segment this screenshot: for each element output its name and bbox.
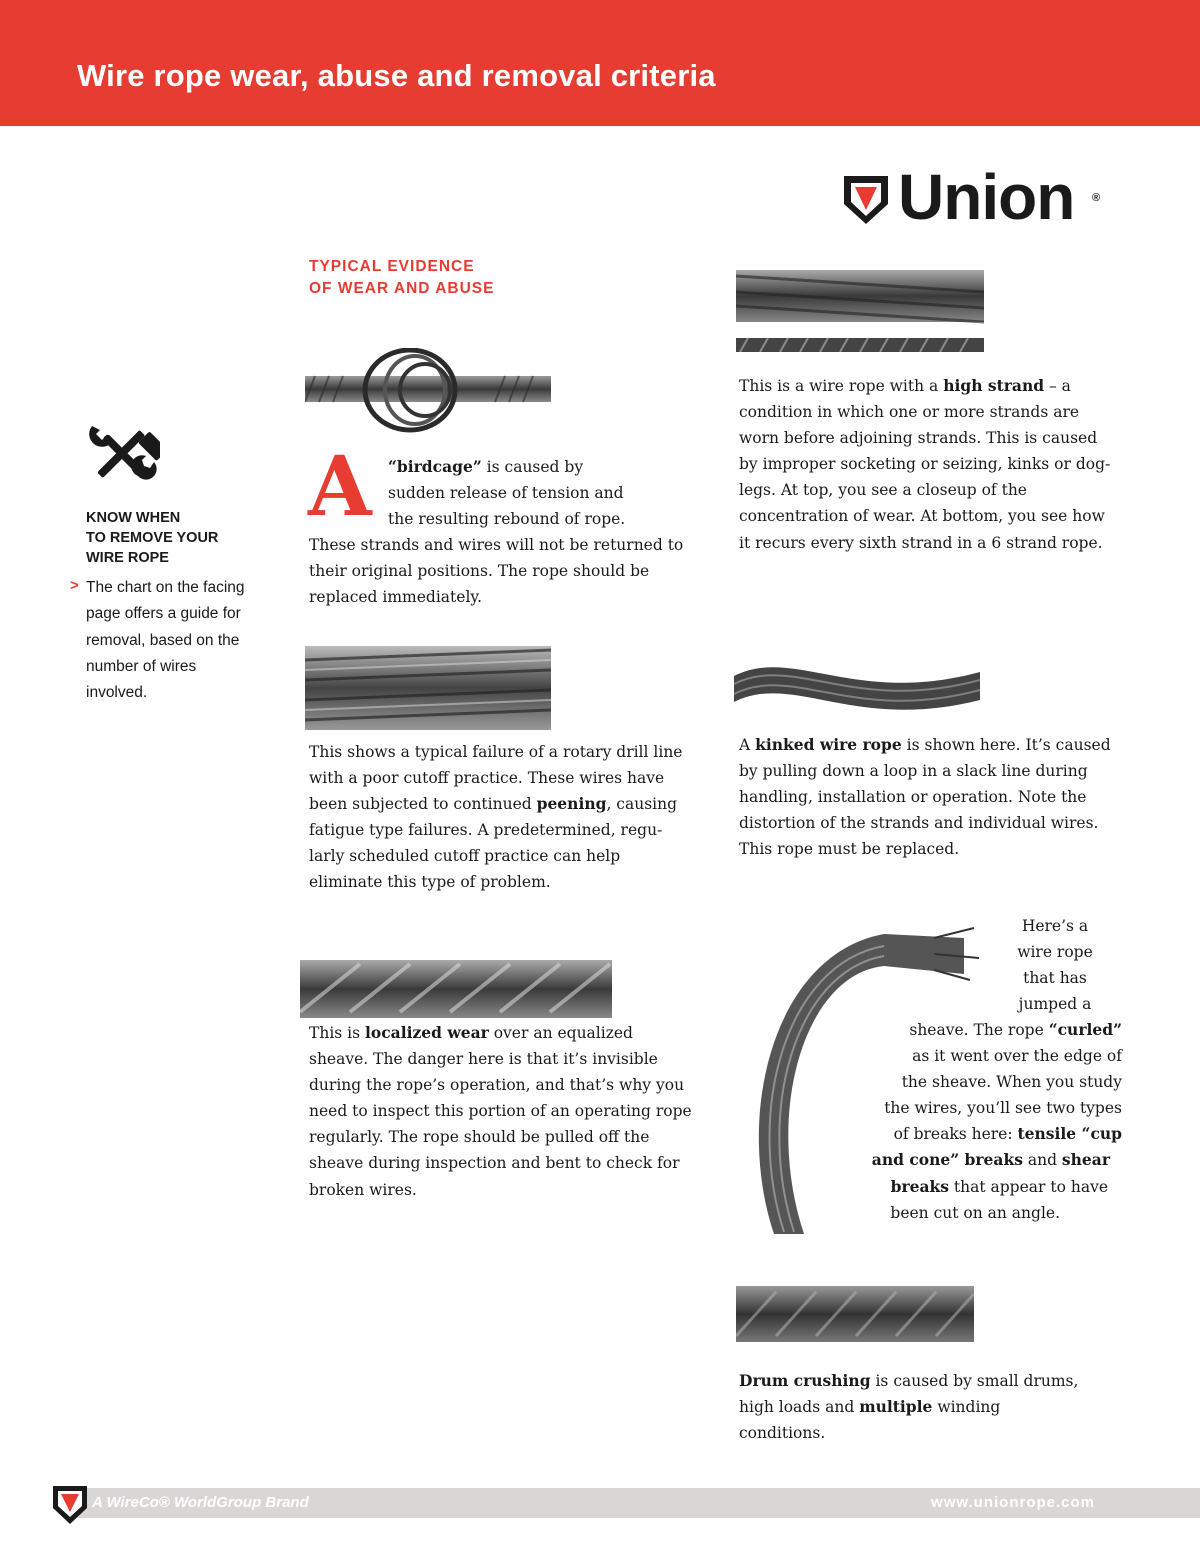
localized-wear-term: localized wear — [365, 1023, 489, 1042]
high-strand-term: high strand — [943, 376, 1045, 395]
drop-cap: A — [308, 439, 372, 535]
kinked-term: kinked wire rope — [755, 735, 902, 754]
footer-website-link[interactable]: www.unionrope.com — [931, 1494, 1095, 1511]
birdcage-line1-rest: is caused by — [481, 458, 584, 476]
sidebar-arrow: > — [70, 577, 79, 594]
birdcage-rope-image — [305, 348, 551, 438]
sheave-jump-lines-bottom: sheave. The rope “curled” as it went over the edge of the sheave. When you study the wires, you’ll see two types of breaks here: tensile “cup and cone” breaks and shear breaks that appear to have been cut on an angle. — [871, 1020, 1122, 1222]
sidebar-heading-line3: WIRE ROPE — [86, 550, 169, 566]
peening-term: peening — [536, 794, 607, 814]
drill-line-rope-image — [305, 640, 551, 736]
sheave-jump-lines-top: Here’s a wire rope that has jumped a — [1017, 917, 1093, 1014]
section-heading — [309, 256, 495, 300]
shear-term: shear — [1061, 1150, 1110, 1170]
high-strand-closeup-image — [736, 266, 984, 326]
birdcage-line2: sudden release of tension and — [388, 484, 624, 503]
drum-crushing-term: Drum crushing — [739, 1371, 871, 1390]
birdcage-line3: the resulting rebound of rope. — [388, 510, 626, 529]
high-strand-full-rope-image — [736, 336, 984, 354]
brand-registered-mark: ® — [1092, 192, 1101, 204]
drum-crushing-paragraph: Drum crushing is caused by small drums, high loads and multiple winding conditions. — [739, 1371, 1079, 1443]
drum-crushing-rope-image — [736, 1282, 974, 1346]
brand-name: Union — [898, 161, 1075, 233]
birdcage-paragraph: These strands and wires will not be returned to their original positions. The rope should be replaced immediately. — [309, 536, 684, 607]
header-bar — [0, 0, 1200, 126]
page-title: Wire rope wear, abuse and removal criteria — [77, 58, 716, 93]
sidebar-heading — [86, 508, 256, 568]
sidebar-heading-line2: TO REMOVE YOUR — [86, 530, 219, 546]
curled-term: “curled” — [1048, 1020, 1122, 1039]
birdcage-term: “birdcage” — [388, 457, 482, 476]
union-shield-icon — [842, 174, 890, 226]
section-heading-line1: TYPICAL EVIDENCE — [309, 258, 475, 275]
high-strand-paragraph: This is a wire rope with a high strand – a condition in which one or more strands are worn before adjoining strands. This is caused by improper socketing or seizing, kinks or doglegs. At top, you see a closeup of the concentration of wear. At bottom, you see how it recurs every sixth strand in a 6 strand rope. — [739, 376, 1111, 552]
kinked-rope-paragraph: A kinked wire rope is shown here. It’s caused by pulling down a loop in a slack line during handling, installation or operation. Note the distortion of the strands and individual wires. This rope must be replaced. — [739, 735, 1111, 859]
section-heading-line2: OF WEAR AND ABUSE — [309, 280, 495, 297]
sidebar-body: The chart on the facing page offers a guide for removal, based on the number of wires involved. — [86, 579, 245, 702]
footer-brand-text: A WireCo® WorldGroup Brand — [92, 1494, 309, 1511]
tools-icon — [88, 420, 160, 484]
sidebar-heading-line1: KNOW WHEN — [86, 510, 181, 526]
birdcage-lines-indented — [388, 454, 688, 532]
drill-line-paragraph: This shows a typical failure of a rotary drill line with a poor cutoff practice. These wires have been subjected to continued peening, causing fatigue type failures. A predetermined, regularly scheduled cutoff practice can help eliminate this type of problem. — [309, 743, 683, 892]
wireco-shield-icon — [52, 1485, 88, 1525]
localized-wear-paragraph: This is localized wear over an equalized sheave. The danger here is that it’s invisible during the rope’s operation, and that’s why you need to inspect this portion of an operating rope regularly. The rope should be pulled off the sheave during inspection and bent to check for broken wires. — [309, 1023, 692, 1199]
kinked-rope-image — [734, 636, 980, 718]
tensile-term: tensile “cup — [1017, 1124, 1122, 1144]
localized-wear-rope-image — [300, 956, 612, 1022]
